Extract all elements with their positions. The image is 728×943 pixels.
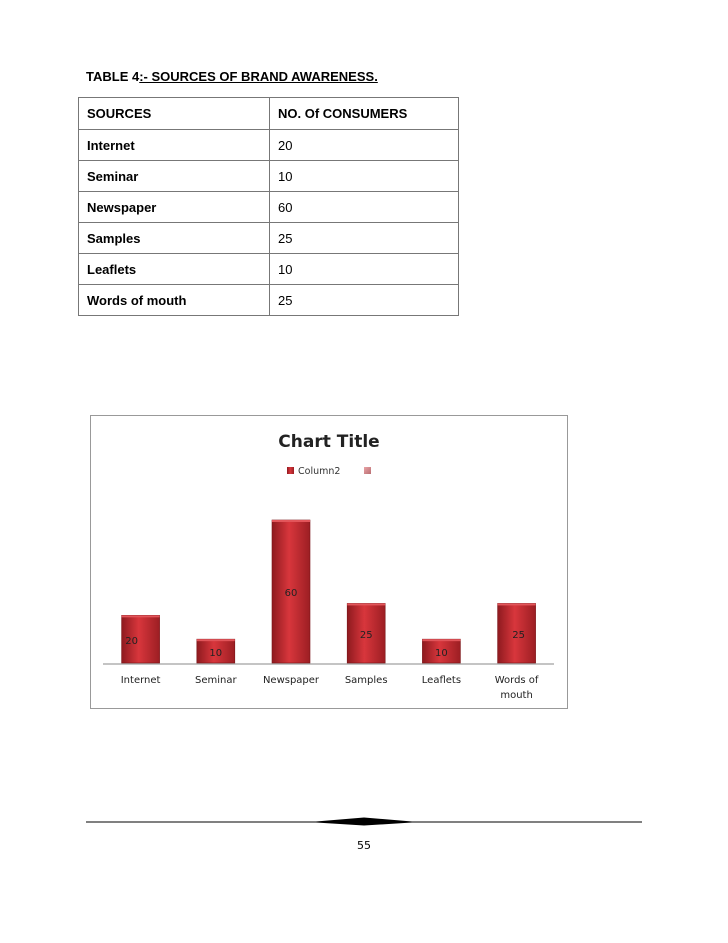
table-row <box>79 161 459 192</box>
chart-area <box>90 415 568 709</box>
table-row <box>79 223 459 254</box>
bar-top <box>272 520 310 522</box>
table-prefix: TABLE 4 <box>86 69 140 84</box>
cell-count: 10 <box>270 254 459 285</box>
data-label: 60 <box>284 588 298 599</box>
table-row <box>79 130 459 161</box>
bar-top <box>197 639 235 641</box>
cell-source: Words of mouth <box>79 285 270 316</box>
header-sources: SOURCES <box>79 98 270 130</box>
cell-count: 25 <box>270 285 459 316</box>
bar-chart <box>91 416 567 708</box>
cell-source: Seminar <box>79 161 270 192</box>
chart-title: Chart Title <box>278 432 380 452</box>
data-label: 20 <box>125 636 138 647</box>
x-tick-label: Leaflets <box>421 675 462 686</box>
legend-label-column2: Column2 <box>298 466 341 477</box>
table-row <box>79 192 459 223</box>
data-label: 10 <box>435 648 448 659</box>
x-axis-labels <box>121 675 539 701</box>
footer-rule <box>86 812 642 832</box>
cell-source: Internet <box>79 130 270 161</box>
bar-top <box>347 603 385 605</box>
bar-top <box>122 615 160 617</box>
cell-count: 25 <box>270 223 459 254</box>
cell-count: 60 <box>270 192 459 223</box>
page-number: 55 <box>357 839 371 852</box>
awareness-table <box>78 97 459 316</box>
bar-top <box>498 603 536 605</box>
cell-count: 20 <box>270 130 459 161</box>
legend-swatch-column2 <box>287 467 294 474</box>
x-tick-label: Samples <box>344 675 388 686</box>
table-row <box>79 254 459 285</box>
cell-source: Samples <box>79 223 270 254</box>
header-consumers: NO. Of CONSUMERS <box>270 98 459 130</box>
table-header-row <box>79 98 459 130</box>
table-heading <box>86 69 378 84</box>
cell-source: Leaflets <box>79 254 270 285</box>
data-label: 25 <box>359 630 373 641</box>
cell-count: 10 <box>270 161 459 192</box>
data-label: 25 <box>512 630 525 641</box>
bar-top <box>422 639 460 641</box>
x-tick-label: Seminar <box>194 675 237 686</box>
x-tick-label: Internet <box>120 675 161 686</box>
chart-legend <box>287 466 371 477</box>
x-tick-label: mouth <box>500 690 533 701</box>
cell-source: Newspaper <box>79 192 270 223</box>
bar-group <box>122 520 536 663</box>
x-tick-label: Newspaper <box>262 675 320 686</box>
legend-swatch-series2 <box>364 467 371 474</box>
table-row <box>79 285 459 316</box>
x-tick-label: Words of <box>494 675 539 686</box>
table-title: :- SOURCES OF BRAND AWARENESS. <box>139 69 378 84</box>
data-label: 10 <box>209 648 223 659</box>
